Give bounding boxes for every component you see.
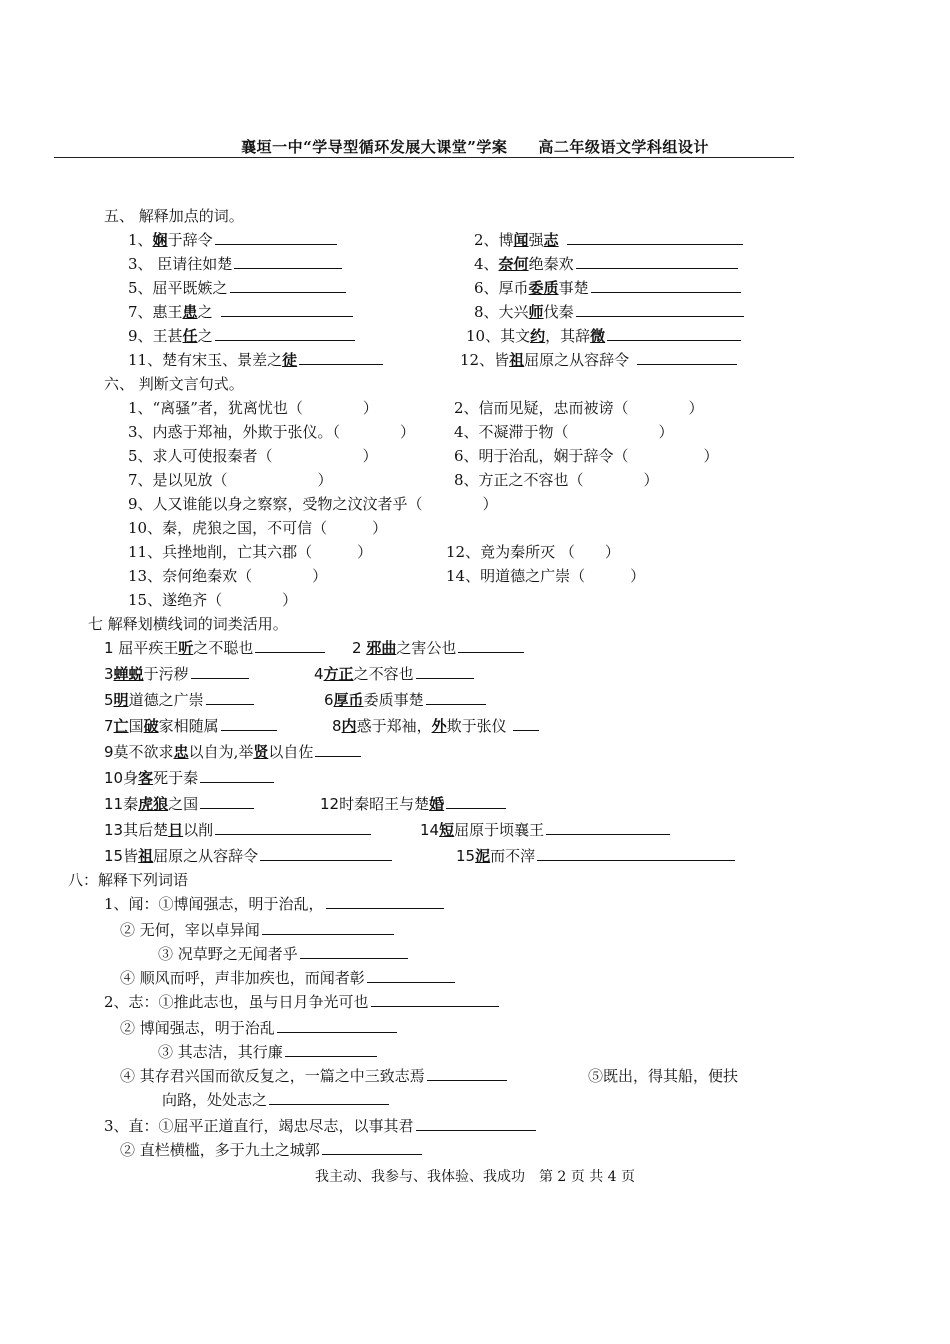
s5-item-9: 9、王甚任之 (128, 326, 355, 346)
s7-item-13: 13其后楚日以削 (104, 820, 371, 840)
s6-item-13: 13、奈何绝秦欢（ ） (128, 567, 328, 585)
answer-blank[interactable] (269, 1090, 389, 1105)
answer-blank[interactable] (537, 846, 735, 861)
answer-blank[interactable] (416, 1116, 536, 1131)
s5-item-12: 12、皆祖屈原之从容辞令 (460, 350, 737, 370)
s7-item-8: 8内惑于郑袖，外欺于张仪 (332, 716, 539, 736)
answer-blank[interactable] (215, 326, 355, 341)
answer-blank[interactable] (567, 230, 743, 245)
s8-w1-d: ④ 顺风而呼，声非加疾也，而闻者彰 (120, 968, 455, 988)
s8-w1-b: ② 无何，宰以卓异闻 (120, 920, 394, 940)
s8-w1-a: 1、闻：①博闻强志，明于治乱， (104, 894, 444, 914)
answer-blank[interactable] (576, 302, 744, 317)
answer-blank[interactable] (277, 1018, 397, 1033)
section-7-heading: 七 解释划横线词的词类活用。 (88, 615, 288, 633)
s8-w2-f: 向路，处处志之 (162, 1090, 389, 1110)
s6-item-12: 12、竟为秦所灭 （ ） (446, 543, 620, 561)
answer-blank[interactable] (416, 664, 474, 679)
answer-blank[interactable] (371, 992, 499, 1007)
answer-blank[interactable] (206, 690, 254, 705)
answer-blank[interactable] (546, 820, 670, 835)
s8-w3-b: ② 直栏横槛，多于九土之城郭 (120, 1140, 422, 1160)
s6-item-14: 14、明道德之广崇（ ） (446, 567, 646, 585)
s7-item-3: 3蝉蜕于污秽 (104, 664, 249, 684)
answer-blank[interactable] (234, 254, 342, 269)
s5-item-8: 8、大兴师伐秦 (474, 302, 744, 322)
answer-blank[interactable] (200, 768, 274, 783)
s8-w1-c: ③ 况草野之无闻者乎 (158, 944, 408, 964)
answer-blank[interactable] (367, 968, 455, 983)
s7-item-5: 5明道德之广崇 (104, 690, 254, 710)
answer-blank[interactable] (446, 794, 506, 809)
s6-item-15: 15、遂绝齐（ ） (128, 591, 298, 609)
s7-item-15b: 15泥而不滓 (456, 846, 735, 866)
s5-item-6: 6、厚币委质事楚 (474, 278, 741, 298)
answer-blank[interactable] (221, 716, 277, 731)
s5-item-11: 11、楚有宋玉、景差之徒 (128, 350, 383, 370)
answer-blank[interactable] (458, 638, 524, 653)
s7-item-12: 12时秦昭王与楚婚 (320, 794, 506, 814)
s7-item-15a: 15皆祖屈原之从容辞令 (104, 846, 392, 866)
s6-item-7: 7、是以见放（ ） (128, 471, 333, 489)
s6-item-2: 2、信而见疑，忠而被谤（ ） (454, 399, 704, 417)
s7-item-9: 9莫不欲求忠以自为,举贤以自佐 (104, 742, 361, 762)
s6-item-4: 4、不凝滞于物（ ） (454, 423, 674, 441)
answer-blank[interactable] (576, 254, 738, 269)
page-number: 第 2 页 共 4 页 (538, 1169, 636, 1185)
s6-item-3: 3、内惑于郑袖，外欺于张仪。（ ） (128, 423, 416, 441)
s6-item-5: 5、求人可使报秦者（ ） (128, 447, 378, 465)
answer-blank[interactable] (299, 350, 383, 365)
s8-w2-e: ⑤既出，得其船，便扶 (588, 1067, 739, 1085)
answer-blank[interactable] (255, 638, 325, 653)
s7-item-10: 10身客死于秦 (104, 768, 274, 788)
s6-item-11: 11、兵挫地削，亡其六郡（ ） (128, 543, 373, 561)
s8-w2-d: ④ 其存君兴国而欲反复之，一篇之中三致志焉 (120, 1066, 507, 1086)
section-5-heading: 五、 解释加点的词。 (104, 207, 244, 225)
answer-blank[interactable] (426, 690, 486, 705)
s6-item-6: 6、明于治乱，娴于辞令（ ） (454, 447, 719, 465)
s5-item-2: 2、博闻强志 (474, 230, 743, 250)
answer-blank[interactable] (260, 846, 392, 861)
s7-item-7: 7亡国破家相随属 (104, 716, 277, 736)
s5-item-10: 10、其文约，其辞微 (466, 326, 741, 346)
s8-w3-a: 3、直：①屈平正道直行，竭忠尽志，以事其君 (104, 1116, 536, 1136)
answer-blank[interactable] (607, 326, 741, 341)
s6-item-8: 8、方正之不容也（ ） (454, 471, 659, 489)
section-8-heading: 八：解释下列词语 (68, 871, 189, 889)
answer-blank[interactable] (637, 350, 737, 365)
answer-blank[interactable] (591, 278, 741, 293)
s7-item-1: 1 屈平疾王听之不聪也 (104, 638, 325, 658)
answer-blank[interactable] (200, 794, 254, 809)
answer-blank[interactable] (322, 1140, 422, 1155)
answer-blank[interactable] (315, 742, 361, 757)
s8-w2-a: 2、志：①推此志也，虽与日月争光可也 (104, 992, 499, 1012)
s5-item-5: 5、屈平既嫉之 (128, 278, 346, 298)
s6-item-1: 1、“离骚”者，犹离忧也（ ） (128, 399, 378, 417)
header-divider (54, 157, 794, 158)
s6-item-10: 10、秦，虎狼之国，不可信（ ） (128, 519, 388, 537)
s5-item-7: 7、惠王患之 (128, 302, 353, 322)
s7-item-2: 2 邪曲之害公也 (352, 638, 524, 658)
answer-blank[interactable] (221, 302, 353, 317)
s8-w2-b: ② 博闻强志，明于治乱 (120, 1018, 397, 1038)
s5-item-1: 1、娴于辞令 (128, 230, 337, 250)
page-footer (0, 1166, 950, 1186)
page-header-title: 襄垣一中“学导型循环发展大课堂”学案 高二年级语文学科组设计 (241, 138, 709, 156)
s7-item-6: 6厚币委质事楚 (324, 690, 486, 710)
answer-blank[interactable] (427, 1066, 507, 1081)
answer-blank[interactable] (513, 716, 539, 731)
s8-w2-c: ③ 其志洁，其行廉 (158, 1042, 377, 1062)
s7-item-4: 4方正之不容也 (314, 664, 474, 684)
answer-blank[interactable] (285, 1042, 377, 1057)
answer-blank[interactable] (191, 664, 249, 679)
s7-item-14: 14短屈原于顷襄王 (420, 820, 670, 840)
footer-motto: 我主动、我参与、我体验、我成功 (314, 1169, 525, 1185)
answer-blank[interactable] (262, 920, 394, 935)
answer-blank[interactable] (215, 820, 371, 835)
answer-blank[interactable] (215, 230, 337, 245)
s5-item-3: 3、 臣请往如楚 (128, 254, 342, 274)
answer-blank[interactable] (300, 944, 408, 959)
answer-blank[interactable] (230, 278, 346, 293)
s5-item-4: 4、奈何绝秦欢 (474, 254, 738, 274)
s7-item-11: 11秦虎狼之国 (104, 794, 254, 814)
section-6-heading: 六、 判断文言句式。 (104, 375, 244, 393)
answer-blank[interactable] (326, 894, 444, 909)
s6-item-9: 9、人又谁能以身之察察，受物之汶汶者乎（ ） (128, 495, 498, 513)
